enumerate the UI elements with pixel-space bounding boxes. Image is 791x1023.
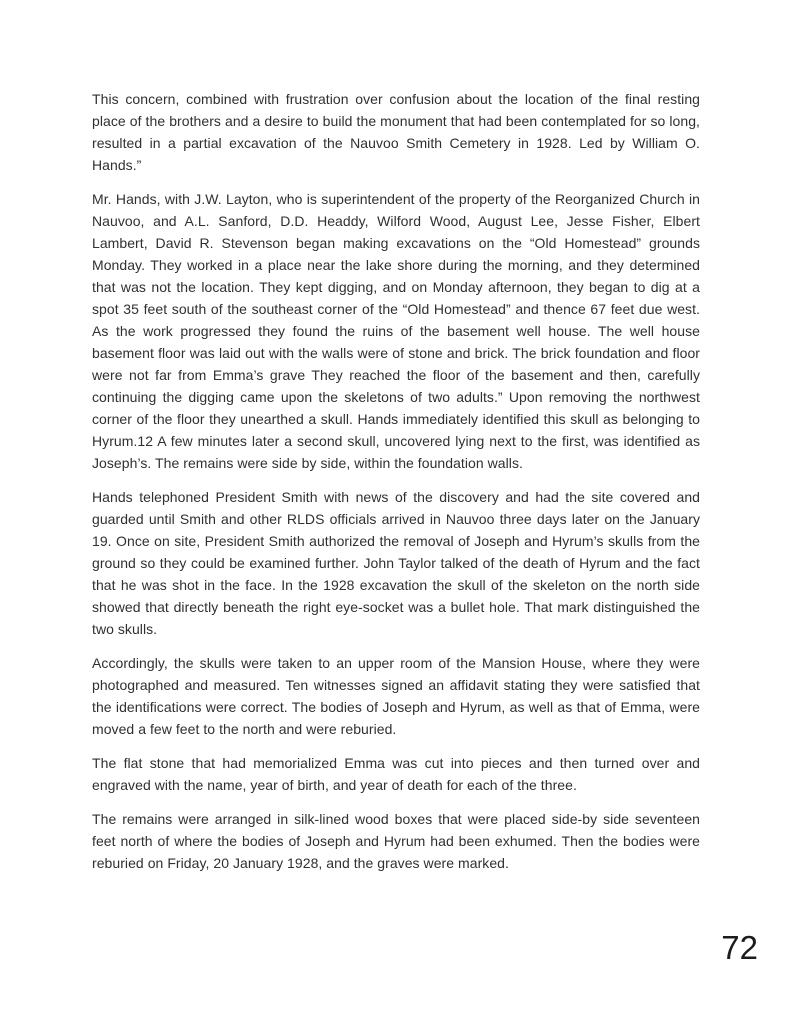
paragraph: The flat stone that had memorialized Emma was cut into pieces and then turned over and engraved with the name, year of birth, and year of death for each of the three. (92, 755, 700, 793)
paragraph: Accordingly, the skulls were taken to an upper room of the Mansion House, where they were photographed and measured. Ten witnesses signed an affidavit stating they were satisfied that the identifications were correct. The bodies of Joseph and Hyrum, as well as that of Emma, were moved a few feet to the north and were reburied. (92, 655, 700, 737)
page-number: 72 (721, 929, 758, 966)
paragraph: This concern, combined with frustration over confusion about the location of the final resting place of the brothers and a desire to build the monument that had been contemplated for so long, resulted in a partial excavation of the Nauvoo Smith Cemetery in 1928. Led by William O. Hands.” (92, 91, 700, 173)
page-body (92, 88, 700, 886)
paragraph: Mr. Hands, with J.W. Layton, who is superintendent of the property of the Reorganized Church in Nauvoo, and A.L. Sanford, D.D. Headdy, Wilford Wood, August Lee, Jesse Fisher, Elbert Lambert, David R. Stevenson began making excavations on the “Old Homestead” grounds Monday. They worked in a place near the lake shore during the morning, and they determined that was not the location. They kept digging, and on Monday afternoon, they began to dig at a spot 35 feet south of the southeast corner of the “Old Homestead” and thence 67 feet due west. As the work progressed they found the ruins of the basement well house. The well house basement floor was laid out with the walls were of stone and brick. The brick foundation and floor were not far from Emma’s grave They reached the floor of the basement and then, carefully continuing the digging came upon the skeletons of two adults.” Upon removing the northwest corner of the floor they unearthed a skull. Hands immediately identified this skull as belonging to Hyrum.12 A few minutes later a second skull, uncovered lying next to the first, was identified as Joseph’s. The remains were side by side, within the foundation walls. (92, 191, 700, 471)
paragraph: Hands telephoned President Smith with news of the discovery and had the site covered and guarded until Smith and other RLDS officials arrived in Nauvoo three days later on the January 19. Once on site, President Smith authorized the removal of Joseph and Hyrum’s skulls from the ground so they could be examined further. John Taylor talked of the death of Hyrum and the fact that he was shot in the face. In the 1928 excavation the skull of the skeleton on the north side showed that directly beneath the right eye-socket was a bullet hole. That mark distinguished the two skulls. (92, 489, 700, 637)
paragraph: The remains were arranged in silk-lined wood boxes that were placed side-by side seventeen feet north of where the bodies of Joseph and Hyrum had been exhumed. Then the bodies were reburied on Friday, 20 January 1928, and the graves were marked. (92, 811, 700, 871)
